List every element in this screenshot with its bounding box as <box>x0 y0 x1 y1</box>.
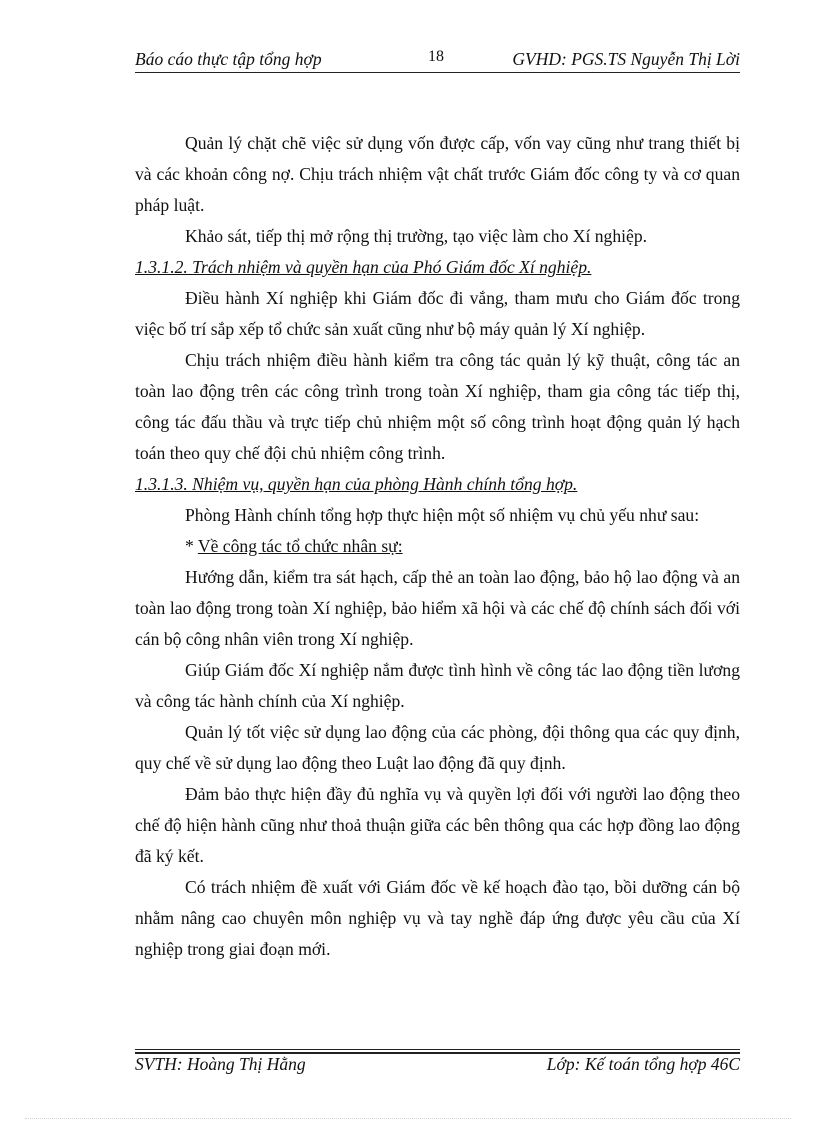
paragraph: Chịu trách nhiệm điều hành kiểm tra công tác quản lý kỹ thuật, công tác an toàn lao động trên các công trình trong toàn Xí nghiệp, tham gia công tác tiếp thị, công tác đấu thầu và trực tiếp chủ nhiệm một số công trình hoạt động quản lý hạch toán theo quy chế đội chủ nhiệm công trình. <box>135 350 740 463</box>
paragraph: Phòng Hành chính tổng hợp thực hiện một số nhiệm vụ chủ yếu như sau: <box>185 505 700 525</box>
header-supervisor: GVHD: PGS.TS Nguyễn Thị Lời <box>512 49 740 69</box>
footer-student: SVTH: Hoàng Thị Hằng <box>135 1054 306 1074</box>
paragraph: Đảm bảo thực hiện đầy đủ nghĩa vụ và quyền lợi đối với người lao động theo chế độ hiện hành cũng như thoả thuận giữa các bên thông qua các hợp đồng lao động đã ký kết. <box>135 784 740 866</box>
paragraph: Giúp Giám đốc Xí nghiệp nắm được tình hình về công tác lao động tiền lương và công tác hành chính của Xí nghiệp. <box>135 660 740 711</box>
page-header <box>135 46 740 72</box>
footer-divider-thin <box>135 1049 740 1050</box>
paragraph: Quản lý chặt chẽ việc sử dụng vốn được cấp, vốn vay cũng như trang thiết bị và các khoản công nợ. Chịu trách nhiệm vật chất trước Giám đốc công ty và cơ quan pháp luật. <box>135 133 740 215</box>
page-footer <box>135 1054 740 1080</box>
paragraph: Khảo sát, tiếp thị mở rộng thị trường, tạo việc làm cho Xí nghiệp. <box>185 226 648 246</box>
page-edge <box>25 1118 791 1119</box>
header-divider <box>135 72 740 73</box>
paragraph: Điều hành Xí nghiệp khi Giám đốc đi vắng, tham mưu cho Giám đốc trong việc bố trí sắp xếp tổ chức sản xuất cũng như bộ máy quản lý Xí nghiệp. <box>135 288 740 339</box>
paragraph: Có trách nhiệm đề xuất với Giám đốc về kế hoạch đào tạo, bồi dưỡng cán bộ nhằm nâng cao chuyên môn nghiệp vụ và tay nghề đáp ứng được yêu cầu của Xí nghiệp trong giai đoạn mới. <box>135 877 740 959</box>
subheading-personnel <box>135 531 740 562</box>
section-heading-1-3-1-3: 1.3.1.3. Nhiệm vụ, quyền hạn của phòng Hành chính tổng hợp. <box>135 474 578 494</box>
bullet-marker: * <box>185 536 198 556</box>
subheading-text: Về công tác tổ chức nhân sự: <box>197 536 403 556</box>
page-number: 18 <box>428 48 444 65</box>
section-heading-1-3-1-2: 1.3.1.2. Trách nhiệm và quyền hạn của Phó Giám đốc Xí nghiệp. <box>135 257 592 277</box>
document-body <box>135 128 740 965</box>
paragraph: Hướng dẫn, kiểm tra sát hạch, cấp thẻ an toàn lao động, bảo hộ lao động và an toàn lao động trong toàn Xí nghiệp, bảo hiểm xã hội và các chế độ chính sách đối với cán bộ công nhân viên trong Xí nghiệp. <box>135 567 740 649</box>
paragraph: Quản lý tốt việc sử dụng lao động của các phòng, đội thông qua các quy định, quy chế về sử dụng lao động theo Luật lao động đã quy định. <box>135 722 740 773</box>
header-report-title: Báo cáo thực tập tổng hợp <box>135 49 322 69</box>
footer-class: Lớp: Kế toán tổng hợp 46C <box>546 1054 740 1074</box>
